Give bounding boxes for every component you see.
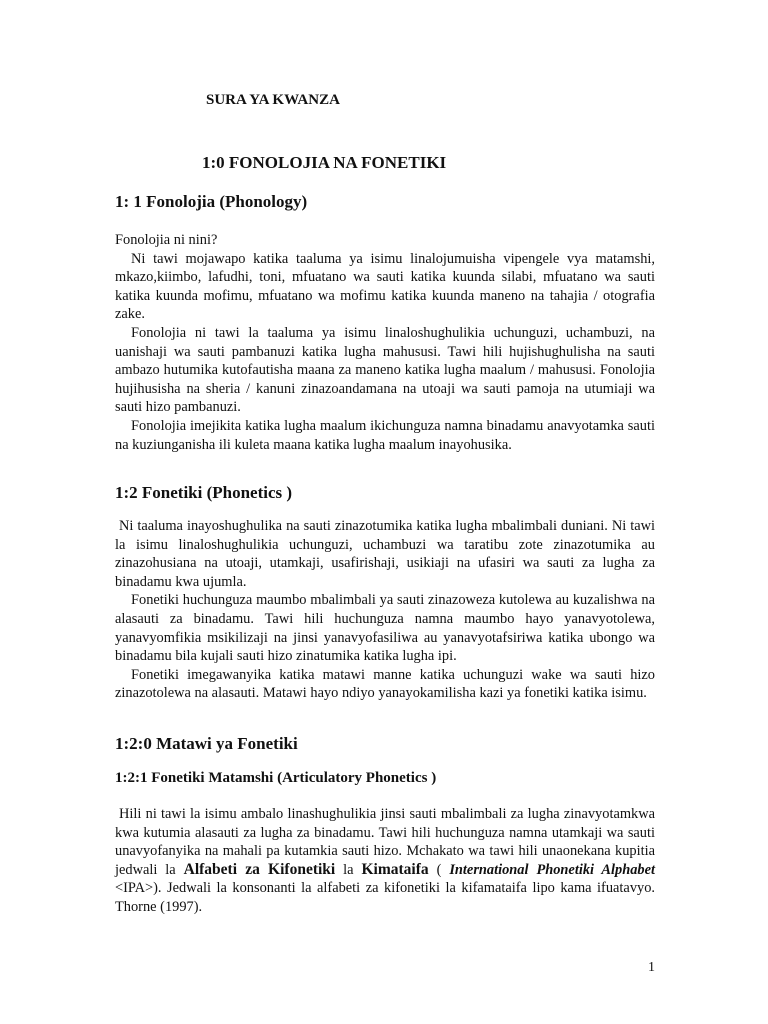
section-heading-branches: 1:2:0 Matawi ya Fonetiki: [115, 734, 298, 753]
phonology-paragraph-1: Ni tawi mojawapo katika taaluma ya isimu linalojumuisha vipengele vya matamshi, mkazo,kiimbo, lafudhi, toni, mfuatano wa sauti katika kuunda silabi, mfuatano wa sauti katika kuunda mofimu, mfuatano wa mofimu katika kuunda maneno na tahajia / otografia zake.: [115, 250, 655, 323]
section-heading-articulatory: 1:2:1 Fonetiki Matamshi (Articulatory Phonetics ): [115, 770, 437, 786]
section-body-phonology: [115, 231, 655, 454]
articulatory-paragraph-1: [115, 805, 655, 917]
phonology-paragraph-3: Fonolojia imejikita katika lugha maalum ikichunguza namna binadamu anavyotamka sauti na kuziunganisha ili kuleta maana katika lugha maalum inayohusika.: [115, 417, 655, 453]
articulatory-italic-ipa: International Phonetiki Alphabet: [449, 861, 655, 878]
articulatory-text-a: Hili ni tawi la isimu ambalo linashughulikia jinsi sauti mbalimbali za lugha zinavyotamkwa kwa kutumia alasauti za lugha za binadamu. Tawi hili huchunguza namna utamkaji wa sauti unavyofanyika na mahali pa kutamkia sauti hizo. Mchakato wa tawi hili unaonekana kupitia jedwali la: [115, 806, 655, 878]
page-number: 1: [648, 960, 655, 975]
section-body-phonetics: [115, 517, 655, 703]
articulatory-bold-ipa-alfabeti: Alfabeti za Kifonetiki: [183, 860, 336, 878]
chapter-label: SURA YA KWANZA: [206, 92, 340, 108]
section-heading-phonetics: 1:2 Fonetiki (Phonetics ): [115, 483, 293, 502]
articulatory-text-d: <IPA>). Jedwali la konsonanti la alfabeti za kifonetiki la kifamataifa lipo kama ifuatavyo. Thorne (1997).: [115, 880, 655, 915]
articulatory-bold-kimataifa: Kimataifa: [361, 860, 429, 878]
phonology-question: Fonolojia ni nini?: [115, 232, 218, 248]
section-heading-phonology: 1: 1 Fonolojia (Phonology): [115, 192, 308, 211]
phonetics-paragraph-3: Fonetiki imegawanyika katika matawi manne katika uchunguzi wake wa sauti hizo zinazotolewa na alasauti. Matawi hayo ndiyo yanayokamilisha kazi ya fonetiki katika isimu.: [115, 666, 655, 702]
phonetics-paragraph-2: Fonetiki huchunguza maumbo mbalimbali ya sauti zinazoweza kutolewa au kuzalishwa na alasauti za binadamu. Tawi hili huchunguza namna maumbo hayo yanavyotolewa, yanavyomfikia msikilizaji na jinsi yanavyofasiliwa au yanavyotafsiriwa katika ubongo wa binadamu bila kujali sauti hizo zinatumika katika lugha ipi.: [115, 592, 655, 665]
articulatory-text-b: la: [335, 861, 362, 878]
section-body-articulatory: [115, 805, 655, 917]
phonology-paragraph-2: Fonolojia ni tawi la taaluma ya isimu linaloshughulikia uchunguzi, uchambuzi, na uanishaji wa sauti pambanuzi katika lugha mahususi. Tawi hili hujishughulisha na sauti ambazo hutumika kutofautisha maana za maneno katika lugha maalum / mahususi. Fonolojia hujihusisha na sheria / kanuni zinazoandamana na utoaji wa sauti pamoja na utumiaji wa sauti hizo pambanuzi.: [115, 324, 655, 416]
articulatory-text-c: (: [428, 861, 450, 878]
phonetics-paragraph-1: Ni taaluma inayoshughulika na sauti zinazotumika katika lugha mbalimbali duniani. Ni tawi la isimu linaloshughulikia uchunguzi, uchambuzi wa taratibu zote zinazotumika au zinazohusiana na utoaji, utamkaji, usafirishaji, usikiaji na ufasiri wa sauti za lugha za binadamu kwa ujumla.: [115, 518, 655, 590]
chapter-title: 1:0 FONOLOJIA NA FONETIKI: [202, 153, 447, 172]
